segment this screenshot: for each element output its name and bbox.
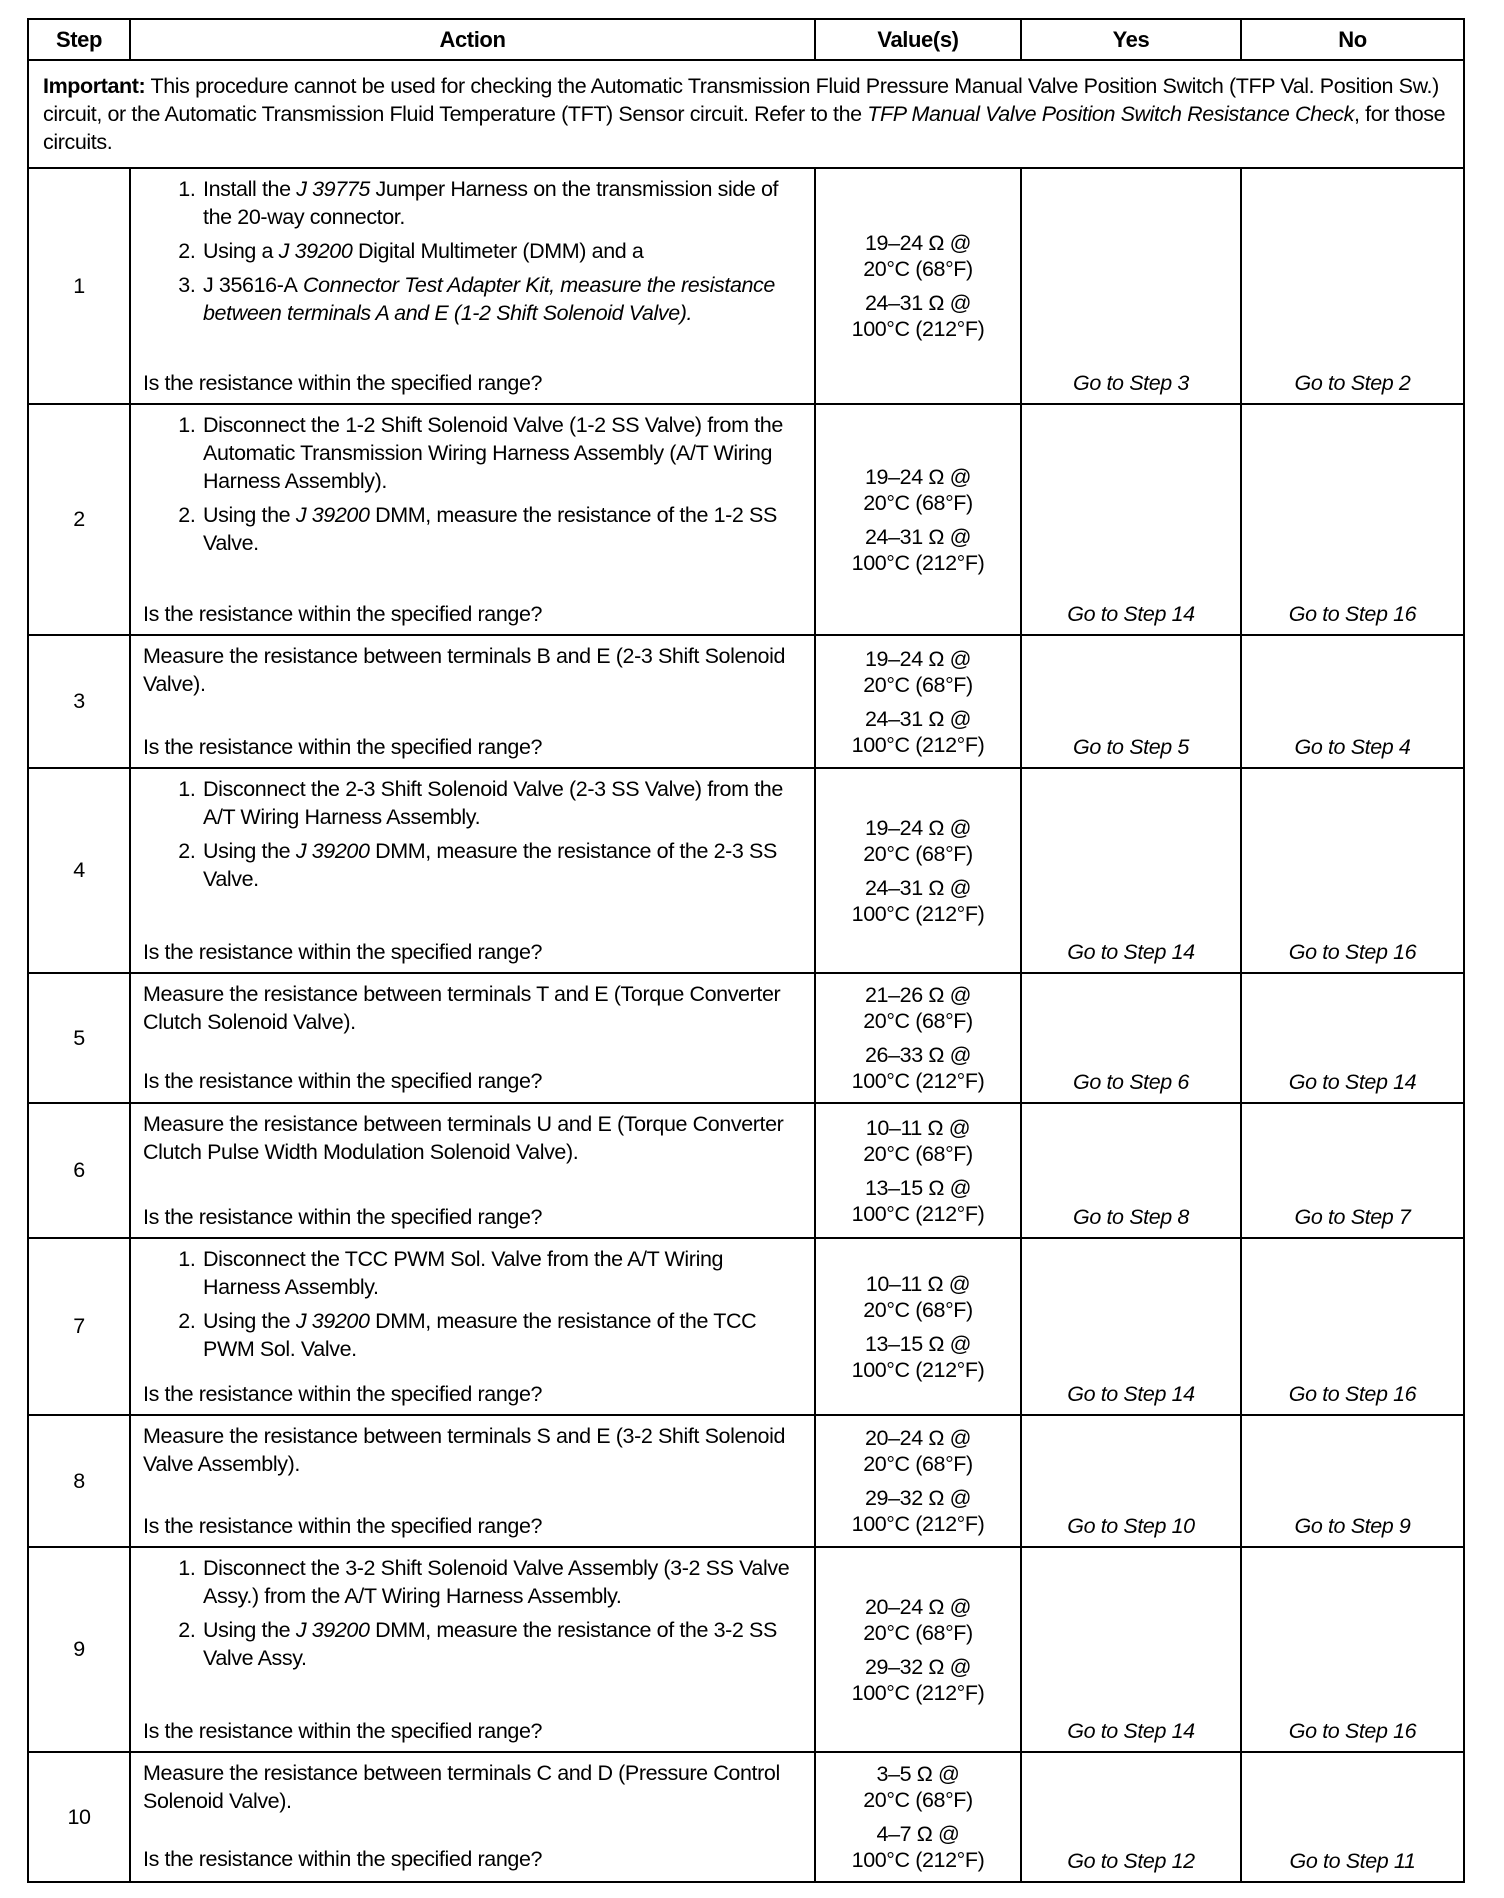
action-text: DMM, measure the resistance of the 1-2 SS Valve. <box>203 503 777 555</box>
tool-reference: J 39200 <box>295 1309 370 1333</box>
action-step-item <box>201 775 802 831</box>
yes-goto-step: Go to Step 14 <box>1021 404 1241 635</box>
values-cell <box>815 168 1021 404</box>
value-temp-20c: 20°C (68°F) <box>863 257 973 281</box>
action-text: Disconnect the 3-2 Shift Solenoid Valve Assembly (3-2 SS Valve Assy.) from the A/T Wiring Harness Assembly. <box>203 1556 790 1608</box>
values-cell <box>815 635 1021 768</box>
value-range-100c: 4–7 Ω @ <box>876 1822 960 1846</box>
action-text: Measure the resistance between terminals U and E (Torque Converter Clutch Pulse Width Modulation Solenoid Valve). <box>143 1112 784 1164</box>
value-range-100c: 13–15 Ω @ <box>864 1331 972 1356</box>
value-range-20c: 19–24 Ω @ <box>864 231 972 255</box>
action-text: Using the <box>203 1309 296 1333</box>
header-step: Step <box>28 19 130 60</box>
no-goto-step: Go to Step 16 <box>1241 768 1464 973</box>
value-range-100c: 24–31 Ω @ <box>864 291 972 315</box>
header-row <box>28 19 1464 60</box>
action-cell <box>130 973 815 1103</box>
action-cell <box>130 168 815 404</box>
step-number: 10 <box>28 1752 130 1882</box>
tool-reference: J 39200 <box>295 1618 370 1642</box>
action-cell <box>130 404 815 635</box>
table-row <box>28 1103 1464 1238</box>
question-text: Is the resistance within the specified range? <box>143 371 543 395</box>
action-text: Disconnect the 1-2 Shift Solenoid Valve (1-2 SS Valve) from the Automatic Transmission Wiring Harness Assembly (A/T Wiring Harness Assembly). <box>203 413 783 493</box>
important-reference: TFP Manual Valve Position Switch Resistance Check <box>867 102 1354 126</box>
important-note <box>28 60 1464 168</box>
action-text: Measure the resistance between terminals C and D (Pressure Control Solenoid Valve). <box>143 1761 780 1813</box>
no-goto-step: Go to Step 16 <box>1241 1238 1464 1415</box>
tool-reference: Connector Test Adapter Kit, measure the resistance between terminals A and E (1-2 Shift Solenoid Valve). <box>203 273 775 325</box>
value-range-100c: 24–31 Ω @ <box>864 524 972 549</box>
action-text: DMM, measure the resistance of the 2-3 SS Valve. <box>203 839 777 891</box>
no-goto-step: Go to Step 7 <box>1241 1103 1464 1238</box>
value-range-20c: 19–24 Ω @ <box>864 646 972 671</box>
action-step-item <box>201 237 802 265</box>
question-text: Is the resistance within the specified range? <box>143 1069 543 1093</box>
value-range-20c: 10–11 Ω @ <box>865 1115 971 1140</box>
values-cell <box>815 404 1021 635</box>
value-temp-100c: 100°C (212°F) <box>851 317 985 341</box>
value-temp-100c: 100°C (212°F) <box>851 1680 985 1705</box>
value-range-100c: 29–32 Ω @ <box>864 1486 972 1510</box>
no-goto-step: Go to Step 14 <box>1241 973 1464 1103</box>
action-text: Measure the resistance between terminals S and E (3-2 Shift Solenoid Valve Assembly). <box>143 1424 786 1476</box>
tool-reference: J 39200 <box>295 839 370 863</box>
values-cell <box>815 973 1021 1103</box>
table-row <box>28 768 1464 973</box>
table-row <box>28 168 1464 404</box>
question-text: Is the resistance within the specified range? <box>143 1382 543 1406</box>
tool-reference: J 39200 <box>295 503 370 527</box>
question-text: Is the resistance within the specified range? <box>143 602 543 626</box>
values-cell <box>815 1547 1021 1752</box>
action-text: Using the <box>203 839 296 863</box>
value-temp-20c: 20°C (68°F) <box>863 490 973 515</box>
action-text: DMM, measure the resistance of the TCC PWM Sol. Valve. <box>203 1309 757 1361</box>
value-temp-20c: 20°C (68°F) <box>863 1452 973 1476</box>
action-cell <box>130 635 815 768</box>
action-cell <box>130 1752 815 1882</box>
yes-goto-step: Go to Step 8 <box>1021 1103 1241 1238</box>
value-temp-100c: 100°C (212°F) <box>851 550 985 575</box>
action-cell <box>130 1415 815 1547</box>
step-number: 6 <box>28 1103 130 1238</box>
no-goto-step: Go to Step 9 <box>1241 1415 1464 1547</box>
yes-goto-step: Go to Step 6 <box>1021 973 1241 1103</box>
value-temp-100c: 100°C (212°F) <box>851 1357 985 1382</box>
header-no: No <box>1241 19 1464 60</box>
action-text: Measure the resistance between terminals B and E (2-3 Shift Solenoid Valve). <box>143 644 786 696</box>
table-row <box>28 1415 1464 1547</box>
value-range-100c: 24–31 Ω @ <box>864 706 972 731</box>
question-text: Is the resistance within the specified range? <box>143 735 543 759</box>
action-step-item <box>201 1245 802 1301</box>
important-tail: , for those circuits. <box>43 102 1446 154</box>
action-step-item <box>201 411 802 495</box>
step-number: 7 <box>28 1238 130 1415</box>
values-cell <box>815 768 1021 973</box>
value-temp-100c: 100°C (212°F) <box>851 901 985 926</box>
diagnostic-table <box>27 18 1465 1883</box>
value-range-20c: 19–24 Ω @ <box>864 815 972 840</box>
header-values: Value(s) <box>815 19 1021 60</box>
value-temp-20c: 20°C (68°F) <box>863 1297 973 1322</box>
no-goto-step: Go to Step 11 <box>1241 1752 1464 1882</box>
values-cell <box>815 1238 1021 1415</box>
no-goto-step: Go to Step 2 <box>1241 168 1464 404</box>
yes-goto-step: Go to Step 5 <box>1021 635 1241 768</box>
important-text: This procedure cannot be used for checking the Automatic Transmission Fluid Pressure Manual Valve Position Switch (TFP Val. Position Sw.) circuit, or the Automatic Transmission Fluid Temperature (TFT) Sensor circuit. Refer to the <box>43 74 1439 126</box>
action-text: J 35616-A <box>203 273 298 297</box>
value-range-20c: 21–26 Ω @ <box>864 983 972 1007</box>
table-row <box>28 1752 1464 1882</box>
action-text: Jumper Harness on the transmission side of the 20-way connector. <box>203 177 779 229</box>
value-temp-100c: 100°C (212°F) <box>851 1201 985 1226</box>
tool-reference: J 39775 <box>296 177 370 201</box>
no-goto-step: Go to Step 16 <box>1241 1547 1464 1752</box>
action-step-item <box>201 175 802 231</box>
yes-goto-step: Go to Step 10 <box>1021 1415 1241 1547</box>
step-number: 8 <box>28 1415 130 1547</box>
value-temp-20c: 20°C (68°F) <box>863 672 973 697</box>
value-range-20c: 20–24 Ω @ <box>864 1426 972 1450</box>
question-text: Is the resistance within the specified range? <box>143 1514 543 1538</box>
yes-goto-step: Go to Step 3 <box>1021 168 1241 404</box>
yes-goto-step: Go to Step 12 <box>1021 1752 1241 1882</box>
table-row <box>28 1547 1464 1752</box>
action-text: DMM, measure the resistance of the 3-2 SS Valve Assy. <box>203 1618 777 1670</box>
values-cell <box>815 1103 1021 1238</box>
value-temp-20c: 20°C (68°F) <box>863 1009 973 1033</box>
table-row <box>28 404 1464 635</box>
action-step-item <box>201 1616 802 1672</box>
step-number: 2 <box>28 404 130 635</box>
table-row <box>28 973 1464 1103</box>
action-cell <box>130 1547 815 1752</box>
action-cell <box>130 1238 815 1415</box>
action-text: Digital Multimeter (DMM) and a <box>352 239 644 263</box>
action-text: Measure the resistance between terminals T and E (Torque Converter Clutch Solenoid Valve). <box>143 982 781 1034</box>
action-text: Using the <box>203 1618 296 1642</box>
value-range-100c: 29–32 Ω @ <box>864 1654 972 1679</box>
important-label: Important: <box>43 74 146 98</box>
action-text: Using the <box>203 503 296 527</box>
value-temp-100c: 100°C (212°F) <box>851 732 985 757</box>
action-cell <box>130 768 815 973</box>
values-cell <box>815 1415 1021 1547</box>
action-text: Disconnect the TCC PWM Sol. Valve from the A/T Wiring Harness Assembly. <box>203 1247 724 1299</box>
step-number: 4 <box>28 768 130 973</box>
value-range-100c: 24–31 Ω @ <box>864 875 972 900</box>
action-text: Disconnect the 2-3 Shift Solenoid Valve (2-3 SS Valve) from the A/T Wiring Harness Assembly. <box>203 777 783 829</box>
yes-goto-step: Go to Step 14 <box>1021 1238 1241 1415</box>
value-temp-100c: 100°C (212°F) <box>851 1512 985 1536</box>
value-range-20c: 20–24 Ω @ <box>864 1594 972 1619</box>
table-row <box>28 635 1464 768</box>
value-temp-100c: 100°C (212°F) <box>851 1848 985 1872</box>
yes-goto-step: Go to Step 14 <box>1021 1547 1241 1752</box>
action-step-item <box>201 837 802 893</box>
value-range-100c: 26–33 Ω @ <box>864 1043 972 1067</box>
no-goto-step: Go to Step 4 <box>1241 635 1464 768</box>
value-temp-20c: 20°C (68°F) <box>863 1788 973 1812</box>
step-number: 5 <box>28 973 130 1103</box>
value-temp-20c: 20°C (68°F) <box>863 841 973 866</box>
value-range-20c: 19–24 Ω @ <box>864 464 972 489</box>
step-number: 9 <box>28 1547 130 1752</box>
question-text: Is the resistance within the specified range? <box>143 940 543 964</box>
value-temp-20c: 20°C (68°F) <box>863 1620 973 1645</box>
step-number: 1 <box>28 168 130 404</box>
question-text: Is the resistance within the specified range? <box>143 1847 543 1871</box>
question-text: Is the resistance within the specified range? <box>143 1719 543 1743</box>
no-goto-step: Go to Step 16 <box>1241 404 1464 635</box>
values-cell <box>815 1752 1021 1882</box>
yes-goto-step: Go to Step 14 <box>1021 768 1241 973</box>
action-step-item <box>201 501 802 557</box>
tool-reference: J 39200 <box>278 239 353 263</box>
value-range-20c: 3–5 Ω @ <box>876 1762 960 1786</box>
action-text: Using a <box>203 239 279 263</box>
value-temp-20c: 20°C (68°F) <box>863 1141 973 1166</box>
header-action: Action <box>130 19 815 60</box>
action-step-item <box>201 1307 802 1363</box>
step-number: 3 <box>28 635 130 768</box>
action-text: Install the <box>203 177 297 201</box>
header-yes: Yes <box>1021 19 1241 60</box>
value-temp-100c: 100°C (212°F) <box>851 1069 985 1093</box>
action-step-item <box>201 271 802 327</box>
value-range-100c: 13–15 Ω @ <box>864 1175 972 1200</box>
question-text: Is the resistance within the specified range? <box>143 1205 543 1229</box>
action-step-item <box>201 1554 802 1610</box>
important-row <box>28 60 1464 168</box>
table-row <box>28 1238 1464 1415</box>
value-range-20c: 10–11 Ω @ <box>865 1271 971 1296</box>
action-cell <box>130 1103 815 1238</box>
